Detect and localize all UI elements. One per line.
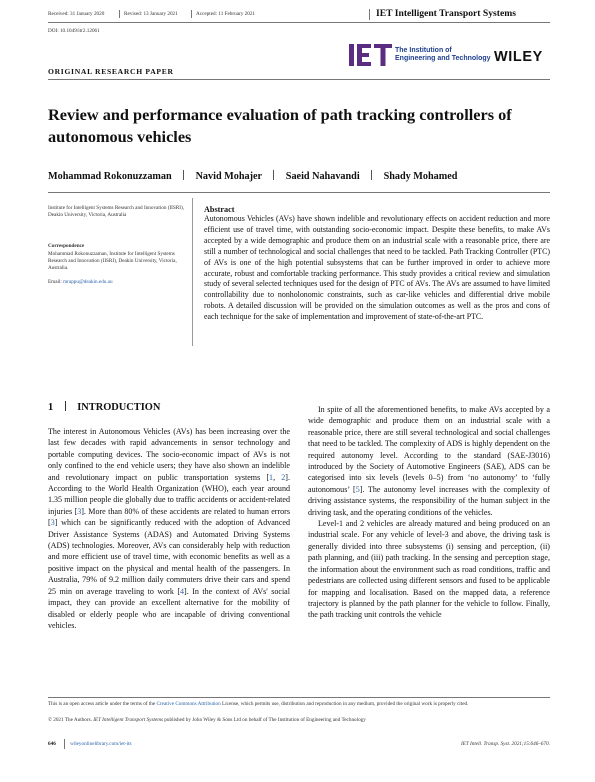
received-date: Received: 31 January 2020 xyxy=(48,11,105,17)
text-span: ]. In the context of AVs' social impact, they can provide an excellent alternative for the mobility of disabled or elderly people who are incapable of driving conventional vehicles. xyxy=(48,586,290,630)
email-link[interactable]: mrappu@deakin.edu.au xyxy=(63,279,113,285)
left-column xyxy=(48,426,290,631)
paragraph: Level-1 and 2 vehicles are already matured and being produced on an industrial scale. For any vehicle of level-3 and above, the driving task is generally divided into three subsystems (i) sensing and perception, (ii) path planning, and (iii) path tracking. In the sensing and perception stage, the information about the environment such as road conditions, traffic and pedestrians are collected using different sensors and fused to be applicable for mapping and localisation. Based on the mapped data, a reference trajectory is planned by the path planner for the vehicle to follow. Finally, the path tracking unit controls the vehicle xyxy=(308,519,550,620)
revised-date: Revised: 13 January 2021 xyxy=(124,11,178,17)
license-note xyxy=(48,701,550,708)
footer-rule xyxy=(48,697,550,698)
page-number: 646 xyxy=(48,741,56,747)
text-span: ]. More than 80% of these accidents are related to human errors [ xyxy=(48,506,290,528)
correspondence-heading: Correspondence xyxy=(48,243,85,249)
iet-logo-icon xyxy=(349,42,393,68)
text-span: © 2021 The Authors. xyxy=(48,717,94,723)
right-column xyxy=(308,404,550,621)
journal-italic: IET Intelligent Transport Systems xyxy=(93,717,163,723)
divider xyxy=(64,739,65,749)
divider xyxy=(371,170,372,180)
divider xyxy=(183,170,184,180)
text-span: ]. The autonomy level increases with the complexity of driving assistance systems, the responsibility of the human subject in the driving task, and the operating conditions of the vehicles. xyxy=(308,484,550,517)
rule xyxy=(48,192,550,193)
citation-link[interactable]: 3 xyxy=(50,518,55,528)
wiley-logo: WILEY xyxy=(494,49,543,65)
license-link[interactable]: Creative Commons Attribution xyxy=(156,701,221,707)
text-span: , xyxy=(273,472,282,482)
divider xyxy=(65,401,66,411)
author-name[interactable]: Saeid Nahavandi xyxy=(285,171,360,182)
accepted-date: Accepted: 11 February 2021 xyxy=(196,11,256,17)
text-span: The interest in Autonomous Vehicles (AVs) has been increasing over the last few decades with rapid advancements in sensor technology and portable computing devices. The socio-economic impact of AVs is not only confined to the end vehicle users; they have also shown an indelible and revolutionary impact on public transportation systems [ xyxy=(48,427,290,482)
correspondence-email xyxy=(48,279,188,286)
abstract-heading: Abstract xyxy=(204,205,235,214)
journal-url-link[interactable]: wileyonlinelibrary.com/iet-its xyxy=(70,741,132,747)
citation-link[interactable]: 4 xyxy=(180,586,185,596)
citation-link[interactable]: 5 xyxy=(355,484,360,494)
doi[interactable]: DOI: 10.1049/itr2.12061 xyxy=(48,28,100,34)
article-title: Review and performance evaluation of path tracking controllers of autonomous vehicles xyxy=(48,105,512,146)
header-rule xyxy=(48,22,550,23)
section-heading xyxy=(48,401,160,413)
divider xyxy=(191,10,192,18)
journal-name[interactable]: IET Intelligent Transport Systems xyxy=(376,8,516,19)
iet-line1: The Institution of xyxy=(395,47,452,54)
author-list xyxy=(48,170,457,182)
article-type: ORIGINAL RESEARCH PAPER xyxy=(48,67,174,76)
divider xyxy=(273,170,274,180)
section-number: 1 xyxy=(48,402,54,413)
iet-line2: Engineering and Technology xyxy=(395,55,491,62)
text-span: ] which can be significantly reduced with the adoption of Advanced Driver Assistance Systems (ADAS) and Automated Driving Systems (ADS) technologies. Moreover, AVs can considerably help with reduction and more efficient use of travel time, with economic benefits as well as a positive impact on the physical and mental health of the passengers. In Australia, 79% of 9.2 million daily commuters drive their cars and spend 25 min on average traveling to work [ xyxy=(48,518,290,596)
text-span: ]. According to the World Health Organization (WHO), each year around 1.35 million people die globally due to traffic accidents or accident-related injuries [ xyxy=(48,472,290,516)
paragraph xyxy=(308,404,550,518)
correspondence-text: Mohammad Rokonuzzaman, Institute for Intelligent Systems Research and Innovation (IISRI), Deakin University, Victoria, Australia. xyxy=(48,251,177,271)
author-name[interactable]: Mohammad Rokonuzzaman xyxy=(48,171,172,182)
email-label: Email: xyxy=(48,279,62,285)
citation-link[interactable]: 2 xyxy=(281,472,286,482)
text-span: License, which permits use, distribution and reproduction in any medium, provided the original work is properly cited. xyxy=(220,701,469,707)
divider xyxy=(369,9,370,20)
paragraph xyxy=(48,426,290,631)
text-span: In spite of all the aforementioned benefits, to make AVs accepted by a wide demographic and produce them on an industrial scale with a reasonable price, there are still several technological and social challenges that need to be tackled. The complexity of ADS is highly dependent on the required autonomy level. According to the standard (SAE-J3016) introduced by the Society of Automotive Engineers (SAE), ADS can be categorised into six levels (levels 0–5) from ‘no autonomy’ to ‘fully autonomous’ [ xyxy=(308,405,550,494)
citation-link[interactable]: 1 xyxy=(269,472,274,482)
citation-line: IET Intell. Transp. Syst. 2021;15:646–670. xyxy=(461,741,550,747)
author-name[interactable]: Navid Mohajer xyxy=(195,171,262,182)
author-name[interactable]: Shady Mohamed xyxy=(383,171,458,182)
section-title: INTRODUCTION xyxy=(77,402,161,413)
abstract-text: Autonomous Vehicles (AVs) have shown indelible and revolutionary effects on accident reduction and more efficient use of travel time, with outstanding socio-economic impact. Despite these benefits, to make AVs accepted by a wide demographic and produce them on an industrial scale with a reasonable price, there are still a number of technological and social challenges that need to be tackled. Path Tracking Controller (PTC) of AVs is one of the high potential subsystems that can be further improved in order to achieve more accurate, robust and comfortable tracking performance. This study provides a critical review and simulation study of several selected techniques used for the design of PTC of AVs. The AVs are assumed to have limited controllability due to nonholonomic constraints, such as car-like vehicles and differential drive mobile robots. A detailed discussion will be provided on the simulation outcomes as well as the pros and cons of each technique for the sake of implementation and improvement of state-of-the-art PTC. xyxy=(204,214,550,322)
rule xyxy=(48,79,550,80)
abstract-border xyxy=(192,198,193,346)
citation-link[interactable]: 3 xyxy=(77,506,82,516)
divider xyxy=(119,10,120,18)
iet-institution-name xyxy=(395,47,491,63)
text-span: This is an open access article under the terms of the xyxy=(48,701,157,707)
copyright-note xyxy=(48,717,550,724)
affiliation: Institute for Intelligent Systems Research and Innovation (IISRI), Deakin University, Victoria, Australia xyxy=(48,205,184,218)
text-span: published by John Wiley & Sons Ltd on behalf of The Institution of Engineering and Technology xyxy=(163,717,366,723)
